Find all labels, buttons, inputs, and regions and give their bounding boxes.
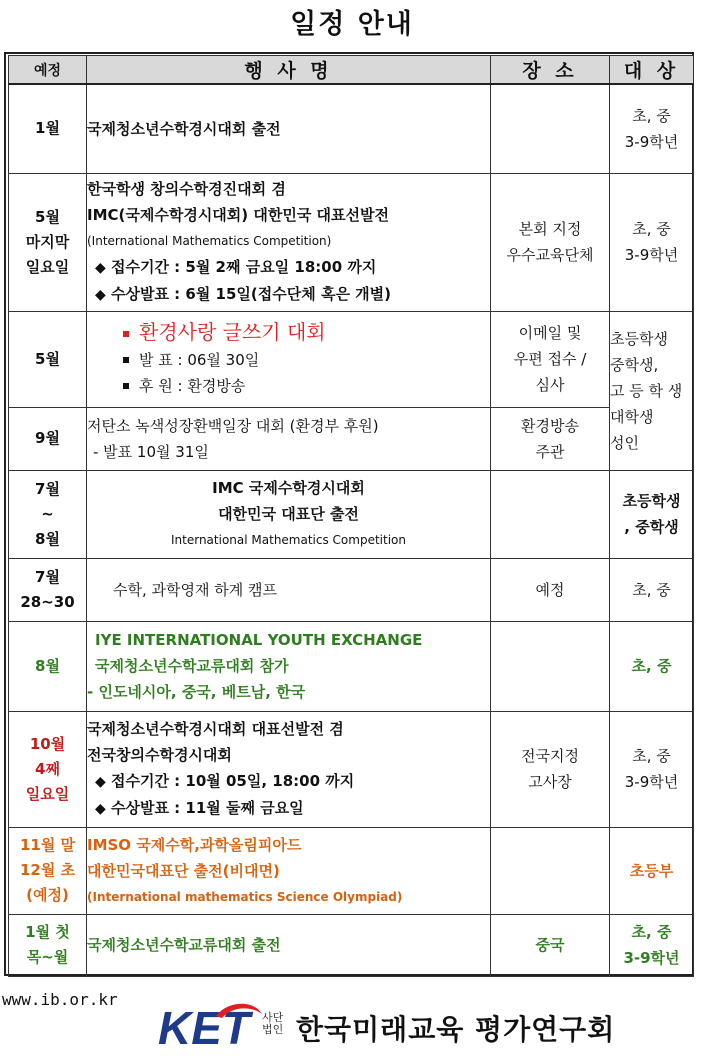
row-venue [491,827,610,914]
diamond-bullet-icon: ◆ [95,260,106,276]
row-venue: 전국지정 고사장 [491,711,610,827]
row-venue: 본회 지정 우수교육단체 [491,173,610,311]
row-target: 초등학생 중학생, 고 등 학 생 대학생 성인 [610,311,694,470]
table-row [9,407,694,470]
row-target: 초, 중 [610,621,694,711]
diamond-bullet-icon: ◆ [95,774,106,790]
table-row [9,311,694,407]
website-url: www.ib.or.kr [2,990,118,1009]
row-event: IMC 국제수학경시대회 대한민국 대표단 출전 International Mathematics Competition [87,470,491,558]
row-event: 국제청소년수학경시대회 출전 [87,84,491,173]
row-venue [491,470,610,558]
row-venue [491,621,610,711]
square-bullet-icon [123,383,129,389]
row-month: 10월 4째 일요일 [9,711,87,827]
row-month: 8월 [9,621,87,711]
row-event: 국제청소년수학경시대회 대표선발전 겸 전국창의수학경시대회 ◆ 접수기간 : 10월 05일, 18:00 까지 ◆ 수상발표 : 11월 둘째 금요일 [87,711,491,827]
row-event: 국제청소년수학교류대회 출전 [87,914,491,976]
row-month: 1월 첫 목~월 [9,914,87,976]
diamond-bullet-icon: ◆ [95,287,106,303]
table-row [9,84,694,173]
row-event: IMSO 국제수학,과학올림피아드 대한민국대표단 출전(비대면) (International mathematics Science Olympiad) [87,827,491,914]
schedule-table [8,55,694,977]
row-month: 7월 28~30 [9,558,87,621]
row-target: 초, 중 3-9학년 [610,84,694,173]
row-target: 초, 중 [610,558,694,621]
square-bullet-icon [123,331,129,337]
page-title: 일정 안내 [290,9,414,40]
row-event: 환경사랑 글쓰기 대회 발 표 : 06월 30일 후 원 : 환경방송 [87,311,491,407]
table-row [9,827,694,914]
row-month: 11월 말 12월 초 (예정) [9,827,87,914]
row-venue: 이메일 및 우편 접수 / 심사 [491,311,610,407]
row-venue [491,84,610,173]
row-event: 수학, 과학영재 하계 캠프 [87,558,491,621]
row-venue: 예정 [491,558,610,621]
square-bullet-icon [123,357,129,363]
table-row [9,711,694,827]
table-row [9,558,694,621]
organization-name: 한국미래교육 평가연구회 [296,1013,616,1046]
row-target: 초, 중 3-9학년 [610,914,694,976]
row-target: 초, 중 3-9학년 [610,711,694,827]
row-target: 초등학생 , 중학생 [610,470,694,558]
header-target: 대 상 [610,56,694,85]
header-venue: 장 소 [491,56,610,85]
row-venue: 중국 [491,914,610,976]
row-target: 초등부 [610,827,694,914]
row-event: 저탄소 녹색성장환백일장 대회 (환경부 후원) - 발표 10월 31일 [87,407,491,470]
table-row [9,173,694,311]
table-row [9,470,694,558]
table-row [9,914,694,976]
header-row [9,56,694,85]
row-month: 9월 [9,407,87,470]
row-event: IYE INTERNATIONAL YOUTH EXCHANGE 국제청소년수학교류대회 참가 - 인도네시아, 중국, 베트남, 한국 [87,621,491,711]
table-row [9,621,694,711]
header-event: 행 사 명 [87,56,491,85]
row-month: 5월 마지막 일요일 [9,173,87,311]
diamond-bullet-icon: ◆ [95,801,106,817]
row-month: 1월 [9,84,87,173]
corp-label: 사단 법인 [262,1011,284,1036]
row-venue: 환경방송 주관 [491,407,610,470]
row-month: 5월 [9,311,87,407]
svg-text:KET: KET [158,1002,250,1050]
row-event: 한국학생 창의수학경진대회 겸 IMC(국제수학경시대회) 대한민국 대표선발전 (International Mathematics Competition) ◆ 접수기간 : 5월 2째 금요일 18:00 까지 ◆ 수상발표 : 6월 15일(접수단체 혹은 개별) [87,173,491,311]
row-target: 초, 중 3-9학년 [610,173,694,311]
header-month: 예정 [9,56,87,85]
row-month: 7월 ~ 8월 [9,470,87,558]
